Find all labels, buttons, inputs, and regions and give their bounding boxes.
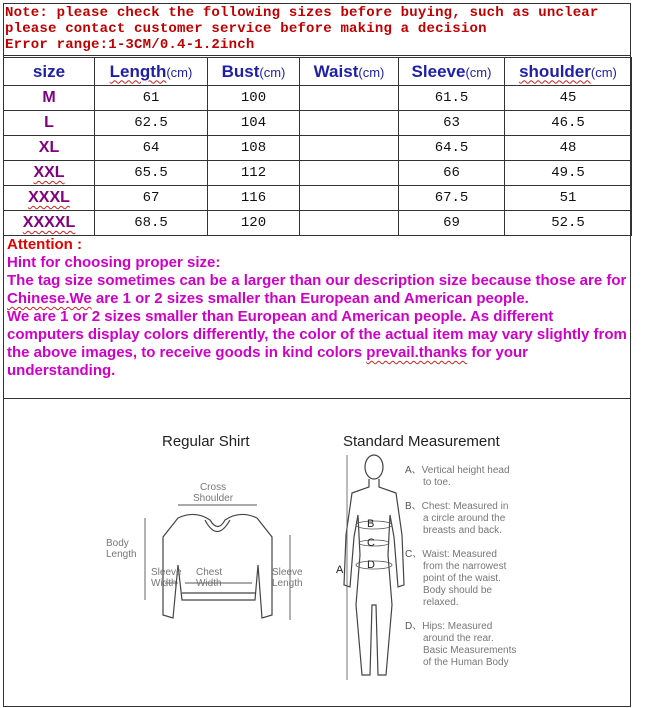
header-bust: Bust(cm) xyxy=(208,58,300,86)
attention-paragraph-1: The tag size sometimes can be a larger than our description size because those are for Chinese.We are 1 or 2 sizes smaller than European and American people. xyxy=(7,272,627,307)
size-note xyxy=(5,5,629,53)
table-row xyxy=(4,161,632,186)
cross-shoulder-label: Cross Shoulder xyxy=(193,482,234,504)
cell-size: XXXXL xyxy=(4,211,95,236)
cell-sleeve: 63 xyxy=(399,111,505,136)
cell-sleeve: 61.5 xyxy=(399,86,505,111)
cell-waist xyxy=(300,111,399,136)
body-letter-d: D xyxy=(367,559,375,571)
header-sleeve: Sleeve(cm) xyxy=(399,58,505,86)
cell-shoulder: 46.5 xyxy=(505,111,632,136)
note-line-3: Error range:1-3CM/0.4-1.2inch xyxy=(5,37,255,53)
cell-shoulder: 48 xyxy=(505,136,632,161)
header-length: Length(cm) xyxy=(95,58,208,86)
cell-length: 64 xyxy=(95,136,208,161)
note-line-1: Note: please check the following sizes before buying, such as unclear xyxy=(5,5,599,21)
body-letter-c: C xyxy=(367,537,375,549)
table-header-row xyxy=(4,58,632,86)
cell-size: M xyxy=(4,86,95,111)
cell-sleeve: 66 xyxy=(399,161,505,186)
table-row xyxy=(4,211,632,236)
cell-size: XXXL xyxy=(4,186,95,211)
measurement-b: B、Chest: Measured in a circle around the breasts and back. xyxy=(405,501,509,536)
table-row xyxy=(4,86,632,111)
cell-length: 65.5 xyxy=(95,161,208,186)
cell-shoulder: 52.5 xyxy=(505,211,632,236)
header-size: size xyxy=(4,58,95,86)
table-row xyxy=(4,186,632,211)
cell-bust: 120 xyxy=(208,211,300,236)
cell-size: XXL xyxy=(4,161,95,186)
measurement-d: D、Hips: Measured around the rear. Basic Measurements of the Human Body xyxy=(405,621,517,668)
chest-width-label: Chest Width xyxy=(196,567,223,589)
size-chart-table xyxy=(3,57,632,236)
note-line-2: please contact customer service before making a decision xyxy=(5,21,487,37)
cell-bust: 112 xyxy=(208,161,300,186)
table-row xyxy=(4,111,632,136)
measurement-diagram xyxy=(100,425,540,695)
cell-sleeve: 64.5 xyxy=(399,136,505,161)
cell-waist xyxy=(300,161,399,186)
header-waist: Waist(cm) xyxy=(300,58,399,86)
body-letter-a: A xyxy=(336,564,344,576)
cell-waist xyxy=(300,86,399,111)
header-shoulder: shoulder(cm) xyxy=(505,58,632,86)
shirt-dimension-lines xyxy=(145,505,290,620)
cell-bust: 108 xyxy=(208,136,300,161)
cell-sleeve: 69 xyxy=(399,211,505,236)
cell-shoulder: 51 xyxy=(505,186,632,211)
divider xyxy=(3,55,631,56)
table-row xyxy=(4,136,632,161)
cell-size: XL xyxy=(4,136,95,161)
cell-waist xyxy=(300,136,399,161)
attention-paragraph-2: We are 1 or 2 sizes smaller than European and American people. As different computers display colors differently, the color of the actual item may vary slightly from the above images, to receive goods in kind colors prevail.thanks for your understanding. xyxy=(7,308,627,379)
body-letter-b: B xyxy=(367,518,375,530)
attention-section xyxy=(7,236,627,380)
cell-bust: 100 xyxy=(208,86,300,111)
attention-heading: Attention : xyxy=(7,236,82,253)
cell-shoulder: 49.5 xyxy=(505,161,632,186)
cell-length: 67 xyxy=(95,186,208,211)
cell-size: L xyxy=(4,111,95,136)
cell-waist xyxy=(300,211,399,236)
cell-bust: 116 xyxy=(208,186,300,211)
cell-bust: 104 xyxy=(208,111,300,136)
measurement-a: A、Vertical height head to toe. xyxy=(405,465,510,488)
standard-measurement-title: Standard Measurement xyxy=(343,433,500,450)
cell-shoulder: 45 xyxy=(505,86,632,111)
cell-length: 61 xyxy=(95,86,208,111)
regular-shirt-title: Regular Shirt xyxy=(162,433,250,450)
measurement-c: C、Waist: Measured from the narrowest point of the waist. Body should be relaxed. xyxy=(405,549,507,608)
cell-sleeve: 67.5 xyxy=(399,186,505,211)
cell-length: 68.5 xyxy=(95,211,208,236)
divider xyxy=(3,398,631,399)
cell-waist xyxy=(300,186,399,211)
sleeve-width-label: Sleeve Width xyxy=(151,567,182,589)
sleeve-length-label: Sleeve Length xyxy=(272,567,303,589)
body-length-label: Body Length xyxy=(106,538,137,560)
cell-length: 62.5 xyxy=(95,111,208,136)
attention-hint: Hint for choosing proper size: xyxy=(7,254,221,271)
